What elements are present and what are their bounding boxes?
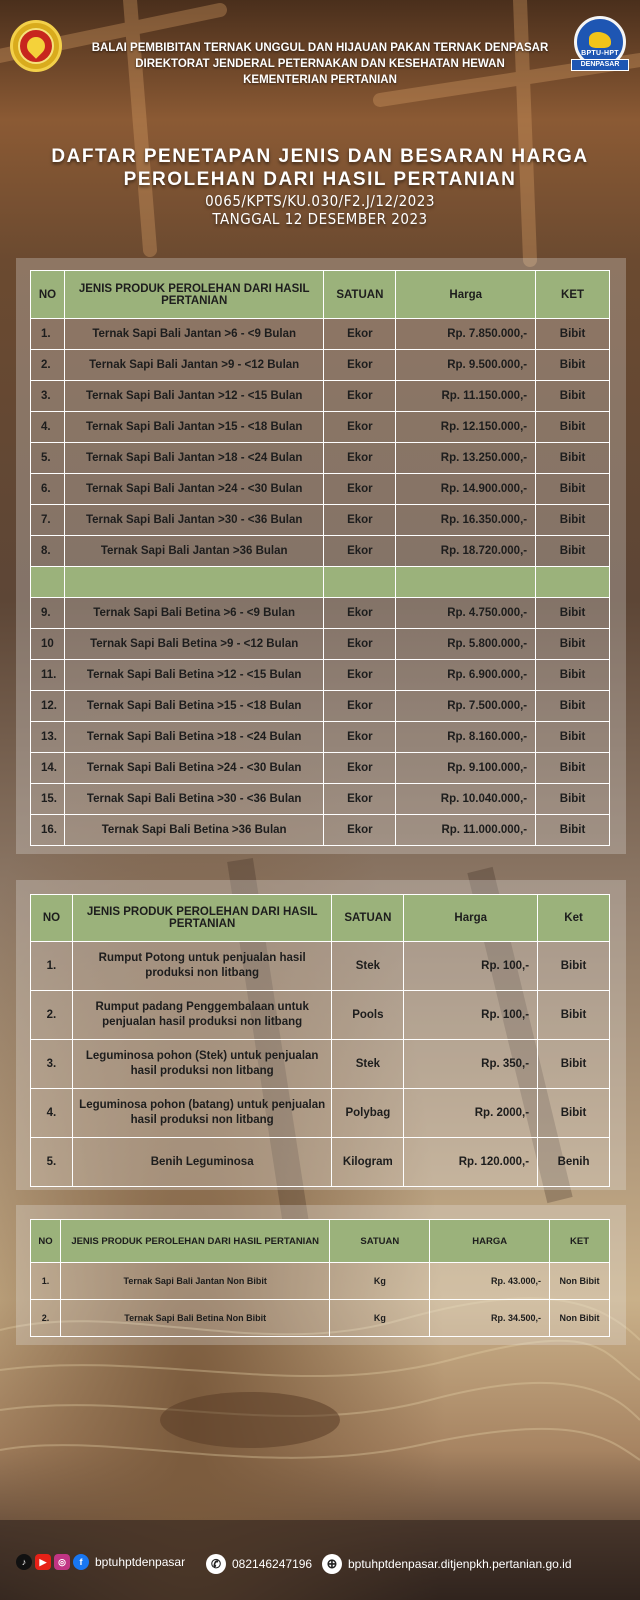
cell-no: 16. [31, 815, 65, 846]
cell-unit: Kg [330, 1263, 430, 1300]
cell-no: 3. [31, 381, 65, 412]
cell-note: Bibit [536, 412, 610, 443]
whatsapp-contact [206, 1554, 312, 1574]
bptu-logo-icon [574, 16, 626, 68]
table-row [31, 784, 610, 815]
cell-unit: Ekor [324, 474, 396, 505]
header-product: JENIS PRODUK PEROLEHAN DARI HASIL PERTANIAN [64, 271, 323, 319]
table-row [31, 991, 610, 1040]
table3-panel [16, 1205, 626, 1345]
cell-no: 1. [31, 942, 73, 991]
logo-ribbon: DENPASAR [571, 59, 629, 71]
table-row [31, 412, 610, 443]
cell-price: Rp. 11.150.000,- [396, 381, 536, 412]
table1-panel [16, 258, 626, 854]
cell-no: 5. [31, 443, 65, 474]
header-product: JENIS PRODUK PEROLEHAN DARI HASIL PERTANIAN [72, 895, 331, 942]
cell-unit: Kg [330, 1300, 430, 1337]
cell-price: Rp. 11.000.000,- [396, 815, 536, 846]
cell-price: Rp. 9.100.000,- [396, 753, 536, 784]
cell-note: Bibit [538, 942, 610, 991]
decree-date: TANGGAL 12 DESEMBER 2023 [212, 210, 428, 228]
cell-unit: Ekor [324, 784, 396, 815]
cell-unit: Ekor [324, 815, 396, 846]
table-row [31, 1263, 610, 1300]
cell-price: Rp. 350,- [404, 1040, 538, 1089]
cell-price: Rp. 2000,- [404, 1089, 538, 1138]
cell-unit: Ekor [324, 319, 396, 350]
cell-no: 2. [31, 350, 65, 381]
cell-unit: Pools [332, 991, 404, 1040]
cell-price: Rp. 100,- [404, 942, 538, 991]
table2-panel [16, 880, 626, 1190]
table-header-row [31, 895, 610, 942]
cell-price: Rp. 18.720.000,- [396, 536, 536, 567]
cell-unit: Ekor [324, 753, 396, 784]
title-line-1: DAFTAR PENETAPAN JENIS DAN BESARAN HARGA [51, 146, 589, 167]
cell-note: Non Bibit [550, 1263, 610, 1300]
header-price: HARGA [430, 1220, 550, 1263]
cell-no: 1. [31, 319, 65, 350]
institution-line-2: DIREKTORAT JENDERAL PETERNAKAN DAN KESEHATAN HEWAN [135, 58, 505, 70]
cell-unit: Stek [332, 1040, 404, 1089]
cell-product: Ternak Sapi Bali Jantan >6 - <9 Bulan [64, 319, 323, 350]
logo-text: BPTU-HPT [581, 49, 619, 57]
cell-price: Rp. 7.850.000,- [396, 319, 536, 350]
cell-unit: Ekor [324, 412, 396, 443]
cell-product: Benih Leguminosa [72, 1138, 331, 1187]
website-link [322, 1554, 572, 1574]
cell-product: Leguminosa pohon (Stek) untuk penjualan hasil produksi non litbang [72, 1040, 331, 1089]
header-no: NO [31, 1220, 61, 1263]
cell-product: Ternak Sapi Bali Jantan >24 - <30 Bulan [64, 474, 323, 505]
social-handle[interactable]: bptuhptdenpasar [95, 1555, 186, 1569]
cell-unit: Ekor [324, 660, 396, 691]
cell-price: Rp. 120.000,- [404, 1138, 538, 1187]
table-row [31, 753, 610, 784]
cell-no: 11. [31, 660, 65, 691]
youtube-icon[interactable]: ▶ [35, 1554, 51, 1570]
cell-price: Rp. 6.900.000,- [396, 660, 536, 691]
cell-product: Ternak Sapi Bali Jantan >12 - <15 Bulan [64, 381, 323, 412]
table-row [31, 443, 610, 474]
cell-no: 7. [31, 505, 65, 536]
cell-product: Ternak Sapi Bali Betina >18 - <24 Bulan [64, 722, 323, 753]
table-row [31, 474, 610, 505]
cell-no: 2. [31, 1300, 61, 1337]
cell-product: Ternak Sapi Bali Jantan >9 - <12 Bulan [64, 350, 323, 381]
cell-note: Bibit [536, 474, 610, 505]
cell-note: Bibit [538, 1089, 610, 1138]
header-no: NO [31, 271, 65, 319]
header-unit: SATUAN [332, 895, 404, 942]
cell-no: 4. [31, 412, 65, 443]
whatsapp-icon[interactable]: ✆ [206, 1554, 226, 1574]
table-row [31, 598, 610, 629]
table-row [31, 691, 610, 722]
cell-note: Bibit [538, 1040, 610, 1089]
header-note: Ket [538, 895, 610, 942]
cell-unit: Ekor [324, 691, 396, 722]
cell-price: Rp. 10.040.000,- [396, 784, 536, 815]
cell-note: Benih [538, 1138, 610, 1187]
cell-note: Bibit [536, 815, 610, 846]
table-row [31, 722, 610, 753]
cell-price: Rp. 4.750.000,- [396, 598, 536, 629]
forage-price-table [30, 894, 610, 1187]
cell-product: Ternak Sapi Bali Betina >36 Bulan [64, 815, 323, 846]
header-price: Harga [404, 895, 538, 942]
table-row [31, 942, 610, 991]
institution-line-3: KEMENTERIAN PERTANIAN [243, 74, 397, 86]
table-row [31, 536, 610, 567]
table-row [31, 350, 610, 381]
cattle-price-table [30, 270, 610, 846]
cell-unit: Ekor [324, 381, 396, 412]
cell-note: Bibit [538, 991, 610, 1040]
cell-product: Leguminosa pohon (batang) untuk penjualan hasil produksi non litbang [72, 1089, 331, 1138]
cell-no: 10 [31, 629, 65, 660]
cell-price: Rp. 7.500.000,- [396, 691, 536, 722]
cell-note: Bibit [536, 784, 610, 815]
cell-note: Bibit [536, 350, 610, 381]
header-price: Harga [396, 271, 536, 319]
cell-note: Bibit [536, 629, 610, 660]
cell-product: Rumput padang Penggembalaan untuk penjualan hasil produksi non litbang [72, 991, 331, 1040]
cell-unit: Ekor [324, 350, 396, 381]
decree-number: 0065/KPTS/KU.030/F2.J/12/2023 [205, 192, 435, 210]
cell-product: Ternak Sapi Bali Betina >6 - <9 Bulan [64, 598, 323, 629]
table-header-row [31, 271, 610, 319]
cell-price: Rp. 13.250.000,- [396, 443, 536, 474]
table-row [31, 1300, 610, 1337]
cell-no: 9. [31, 598, 65, 629]
table-row [31, 1040, 610, 1089]
cell-unit: Ekor [324, 629, 396, 660]
header-unit: SATUAN [330, 1220, 430, 1263]
cell-no: 2. [31, 991, 73, 1040]
cell-no: 15. [31, 784, 65, 815]
cell-no: 13. [31, 722, 65, 753]
institution-name [70, 40, 570, 88]
cell-note: Bibit [536, 505, 610, 536]
cell-note: Non Bibit [550, 1300, 610, 1337]
cell-product: Ternak Sapi Bali Betina >15 - <18 Bulan [64, 691, 323, 722]
ministry-logo-icon [10, 20, 62, 72]
table-row [31, 1138, 610, 1187]
cell-note: Bibit [536, 753, 610, 784]
cell-product: Ternak Sapi Bali Jantan Non Bibit [60, 1263, 329, 1300]
cell-unit: Ekor [324, 505, 396, 536]
cell-price: Rp. 9.500.000,- [396, 350, 536, 381]
facebook-icon[interactable]: f [73, 1554, 89, 1570]
table-row [31, 629, 610, 660]
cell-product: Ternak Sapi Bali Jantan >18 - <24 Bulan [64, 443, 323, 474]
cell-unit: Ekor [324, 722, 396, 753]
cell-no: 8. [31, 536, 65, 567]
table-row [31, 505, 610, 536]
institution-line-1: BALAI PEMBIBITAN TERNAK UNGGUL DAN HIJAUAN PAKAN TERNAK DENPASAR [91, 42, 549, 54]
cell-product: Ternak Sapi Bali Betina >30 - <36 Bulan [64, 784, 323, 815]
separator-row [31, 567, 610, 598]
cell-note: Bibit [536, 598, 610, 629]
cell-price: Rp. 34.500,- [430, 1300, 550, 1337]
table-row [31, 319, 610, 350]
cell-product: Ternak Sapi Bali Jantan >36 Bulan [64, 536, 323, 567]
cell-price: Rp. 100,- [404, 991, 538, 1040]
page-title [40, 145, 600, 227]
cell-unit: Kilogram [332, 1138, 404, 1187]
instagram-icon[interactable]: ◎ [54, 1554, 70, 1570]
title-line-2: PEROLEHAN DARI HASIL PERTANIAN [123, 169, 517, 190]
cell-product: Ternak Sapi Bali Betina Non Bibit [60, 1300, 329, 1337]
cell-no: 1. [31, 1263, 61, 1300]
table-row [31, 1089, 610, 1138]
header-note: KET [550, 1220, 610, 1263]
cell-price: Rp. 5.800.000,- [396, 629, 536, 660]
cell-product: Ternak Sapi Bali Betina >24 - <30 Bulan [64, 753, 323, 784]
cell-price: Rp. 16.350.000,- [396, 505, 536, 536]
cell-price: Rp. 8.160.000,- [396, 722, 536, 753]
cell-price: Rp. 14.900.000,- [396, 474, 536, 505]
cell-unit: Ekor [324, 443, 396, 474]
header-note: KET [536, 271, 610, 319]
cell-note: Bibit [536, 722, 610, 753]
cell-price: Rp. 12.150.000,- [396, 412, 536, 443]
cell-price: Rp. 43.000,- [430, 1263, 550, 1300]
cell-unit: Stek [332, 942, 404, 991]
cell-no: 3. [31, 1040, 73, 1089]
cell-no: 12. [31, 691, 65, 722]
header-no: NO [31, 895, 73, 942]
cell-product: Ternak Sapi Bali Betina >12 - <15 Bulan [64, 660, 323, 691]
cell-note: Bibit [536, 443, 610, 474]
cell-product: Ternak Sapi Bali Betina >9 - <12 Bulan [64, 629, 323, 660]
table-header-row [31, 1220, 610, 1263]
table-row [31, 660, 610, 691]
cell-product: Ternak Sapi Bali Jantan >30 - <36 Bulan [64, 505, 323, 536]
cell-unit: Polybag [332, 1089, 404, 1138]
tiktok-icon[interactable]: ♪ [16, 1554, 32, 1570]
cell-no: 5. [31, 1138, 73, 1187]
cell-no: 6. [31, 474, 65, 505]
header [0, 0, 640, 110]
cell-note: Bibit [536, 319, 610, 350]
cell-note: Bibit [536, 381, 610, 412]
cell-no: 14. [31, 753, 65, 784]
cell-product: Rumput Potong untuk penjualan hasil produksi non litbang [72, 942, 331, 991]
table-row [31, 381, 610, 412]
website-url[interactable]: bptuhptdenpasar.ditjenpkh.pertanian.go.id [348, 1557, 572, 1571]
cell-unit: Ekor [324, 536, 396, 567]
social-links [16, 1554, 185, 1570]
whatsapp-number[interactable]: 082146247196 [232, 1557, 313, 1571]
header-product: JENIS PRODUK PEROLEHAN DARI HASIL PERTANIAN [60, 1220, 329, 1263]
cell-note: Bibit [536, 660, 610, 691]
nonbreed-price-table [30, 1219, 610, 1337]
header-unit: SATUAN [324, 271, 396, 319]
cell-note: Bibit [536, 691, 610, 722]
cell-no: 4. [31, 1089, 73, 1138]
cell-product: Ternak Sapi Bali Jantan >15 - <18 Bulan [64, 412, 323, 443]
table-row [31, 815, 610, 846]
cell-unit: Ekor [324, 598, 396, 629]
cell-note: Bibit [536, 536, 610, 567]
globe-icon: ⊕ [322, 1554, 342, 1574]
